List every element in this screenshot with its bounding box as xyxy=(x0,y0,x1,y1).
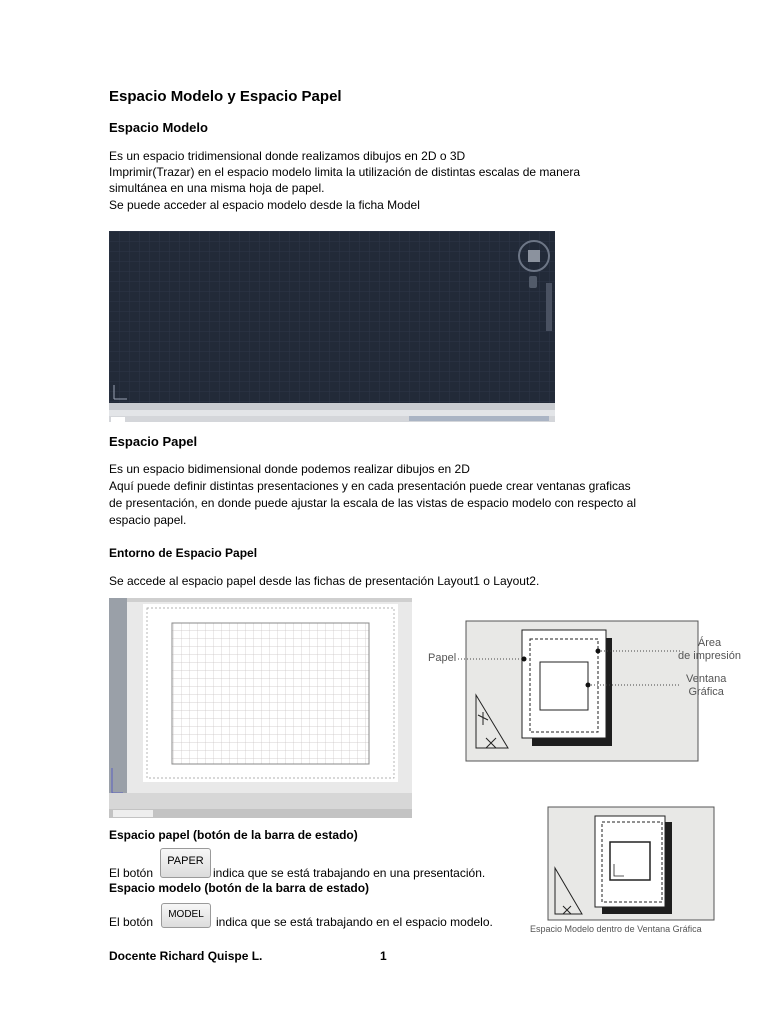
label-viewport xyxy=(686,673,726,699)
heading-paper-button: Espacio papel (botón de la barra de estado) xyxy=(109,828,358,842)
label-viewport-line1: Ventana xyxy=(686,673,727,685)
page-title: Espacio Modelo y Espacio Papel xyxy=(109,88,342,105)
paragraph-line: Aquí puede definir distintas presentaciones y en cada presentación puede crear ventanas graficas xyxy=(109,479,631,493)
paragraph-line: Imprimir(Trazar) en el espacio modelo limita la utilización de distintas escalas de manera xyxy=(109,165,581,179)
label-paper: Papel xyxy=(428,652,457,664)
model-button[interactable]: MODEL xyxy=(161,903,211,928)
paragraph-line: simultánea en una misma hoja de papel. xyxy=(109,181,325,195)
section-heading-model: Espacio Modelo xyxy=(109,120,208,135)
model-viewport-diagram xyxy=(530,806,720,938)
paragraph-line: espacio papel. xyxy=(109,513,187,527)
paper-space-drawing xyxy=(109,598,412,818)
text-paper-suffix: indica que se está trabajando en una presentación. xyxy=(213,866,486,880)
label-print-area-line2: de impresión xyxy=(678,650,741,662)
footer-author: Docente Richard Quispe L. xyxy=(109,949,263,963)
text-paper-prefix: El botón xyxy=(109,866,154,880)
page-number: 1 xyxy=(380,949,387,963)
subheading-entorno: Entorno de Espacio Papel xyxy=(109,546,258,560)
paper-space-screenshot xyxy=(109,598,412,818)
paragraph-line: Se puede acceder al espacio modelo desde la ficha Model xyxy=(109,198,420,212)
model-viewport-svg xyxy=(530,806,720,926)
paper-space-diagram xyxy=(428,620,758,765)
text-model-suffix: indica que se está trabajando en el espacio modelo. xyxy=(216,915,493,929)
paper-button[interactable]: PAPER xyxy=(160,848,211,878)
paragraph-line: de presentación, en donde puede ajustar la escala de las vistas de espacio modelo con respecto al xyxy=(109,496,637,510)
label-print-area-line1: Área xyxy=(697,637,722,649)
text-model-prefix: El botón xyxy=(109,915,154,929)
model-space-drawing xyxy=(109,231,555,422)
caption-model-in-viewport: Espacio Modelo dentro de Ventana Gráfica xyxy=(530,924,702,934)
model-space-screenshot xyxy=(109,231,555,422)
heading-model-button: Espacio modelo (botón de la barra de estado) xyxy=(109,881,370,895)
paragraph-line: Se accede al espacio papel desde las fichas de presentación Layout1 o Layout2. xyxy=(109,574,540,588)
section-heading-paper: Espacio Papel xyxy=(109,434,198,449)
label-viewport-line2: Gráfica xyxy=(688,686,724,698)
paragraph-line: Es un espacio bidimensional donde podemos realizar dibujos en 2D xyxy=(109,462,470,476)
label-print-area xyxy=(678,637,741,663)
paragraph-line: Es un espacio tridimensional donde realizamos dibujos en 2D o 3D xyxy=(109,149,466,163)
